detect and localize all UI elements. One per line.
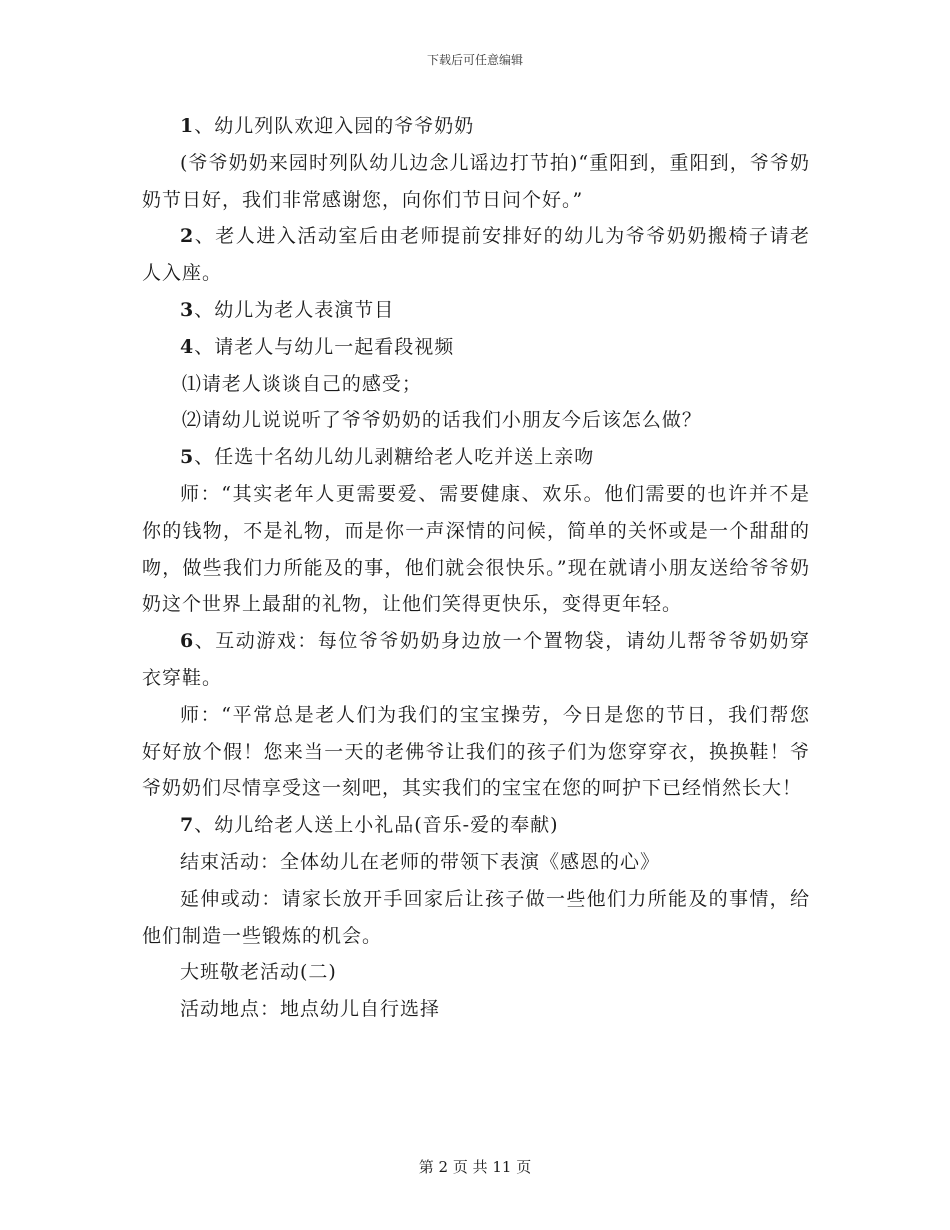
paragraph-text: 师：“平常总是老人们为我们的宝宝操劳，今日是您的节日，我们帮您好好放个假！您来当一天的老佛爷让我们的孩子们为您穿穿衣，换换鞋！爷爷奶奶们尽情享受这一刻吧，其实我们的宝宝在您的呵护下已经悄然长大！ — [142, 703, 810, 800]
paragraph — [142, 881, 810, 955]
paragraph — [142, 329, 810, 366]
paragraph — [142, 366, 810, 403]
paragraph — [142, 145, 810, 219]
paragraph — [142, 402, 810, 439]
page-footer: 第 2 页 共 11 页 — [418, 1158, 532, 1176]
document-body — [142, 108, 810, 1028]
step-number: 1 — [180, 115, 195, 137]
step-number: 3 — [180, 298, 195, 321]
paragraph-text: 大班敬老活动(二) — [180, 961, 337, 984]
paragraph-text: 、任选十名幼儿幼儿剥糖给老人吃并送上亲吻 — [194, 446, 595, 469]
section-heading — [142, 954, 810, 991]
paragraph-text: (爷爷奶奶来园时列队幼儿边念儿谣边打节拍)“重阳到，重阳到，爷爷奶奶节日好，我们非常感谢您，向你们节日问个好。” — [142, 151, 810, 211]
step-number: 4 — [180, 335, 195, 358]
paragraph — [142, 476, 810, 623]
paragraph-text: 、幼儿列队欢迎入园的爷爷奶奶 — [194, 115, 475, 137]
paragraph-text: 、老人进入活动室后由老师提前安排好的幼儿为爷爷奶奶搬椅子请老人入座。 — [142, 225, 810, 285]
paragraph — [142, 108, 810, 145]
paragraph-text: 活动地点：地点幼儿自行选择 — [180, 998, 441, 1021]
paragraph — [142, 697, 810, 807]
paragraph — [142, 218, 810, 292]
step-number: 2 — [180, 225, 195, 248]
paragraph — [142, 844, 810, 881]
paragraph-text: 结束活动：全体幼儿在老师的带领下表演《感恩的心》 — [180, 850, 661, 873]
paragraph — [142, 292, 810, 329]
paragraph — [142, 991, 810, 1028]
page-header: 下载后可任意编辑 — [426, 53, 523, 67]
paragraph-text: 、幼儿为老人表演节目 — [194, 298, 395, 321]
paragraph-text: ⑵请幼儿说说听了爷爷奶奶的话我们小朋友今后该怎么做？ — [181, 409, 702, 432]
paragraph-text: 师：“其实老年人更需要爱、需要健康、欢乐。他们需要的也许并不是你的钱物，不是礼物，而是你一声深情的问候，简单的关怀或是一个甜甜的吻，做些我们力所能及的事，他们就会很快乐。”现在就请小朋友送给爷爷奶奶这个世界上最甜的礼物，让他们笑得更快乐，变得更年轻。 — [142, 482, 810, 616]
paragraph — [142, 807, 810, 844]
step-number: 6 — [180, 630, 195, 653]
step-number: 7 — [180, 814, 195, 837]
paragraph — [142, 623, 810, 697]
paragraph-text: 、幼儿给老人送上小礼品(音乐-爱的奉献) — [194, 814, 559, 837]
paragraph-text: 、请老人与幼儿一起看段视频 — [194, 335, 455, 358]
step-number: 5 — [180, 446, 195, 469]
paragraph — [142, 439, 810, 476]
paragraph-text: 、互动游戏：每位爷爷奶奶身边放一个置物袋，请幼儿帮爷爷奶奶穿衣穿鞋。 — [142, 630, 810, 689]
paragraph-text: ⑴请老人谈谈自己的感受； — [181, 372, 422, 395]
paragraph-text: 延伸或动：请家长放开手回家后让孩子做一些他们力所能及的事情，给他们制造一些锻炼的机会。 — [142, 887, 810, 947]
